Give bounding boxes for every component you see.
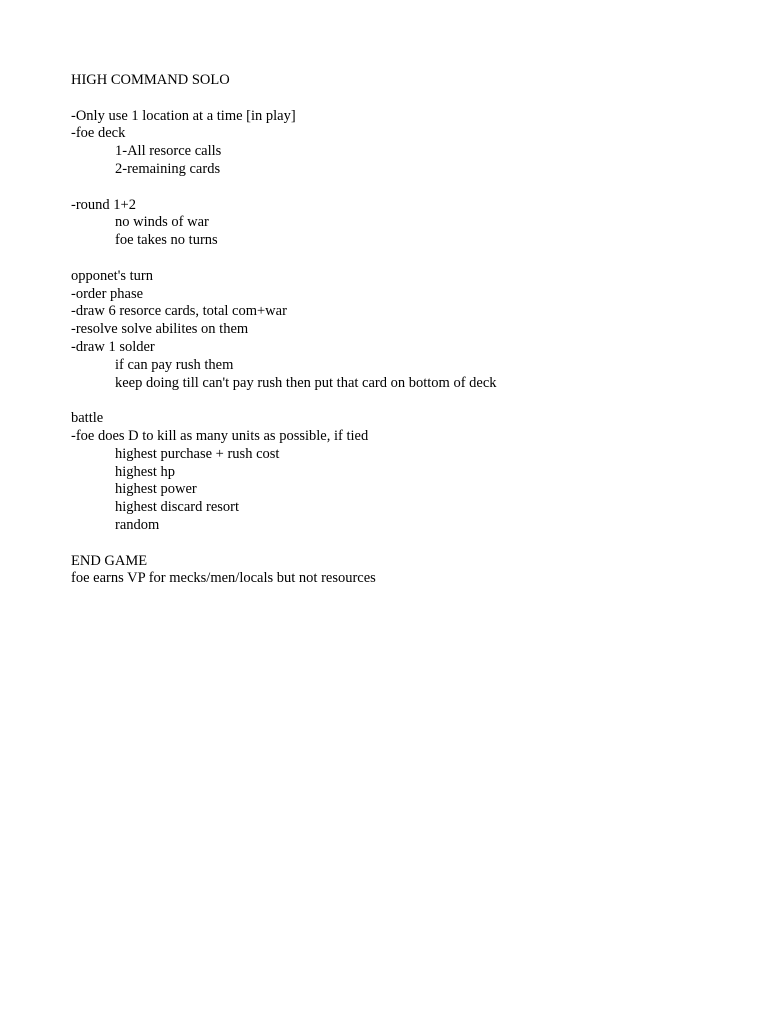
rounds-item: foe takes no turns <box>115 232 218 249</box>
document-body <box>71 72 731 588</box>
turn-step: -resolve solve abilites on them <box>71 321 249 338</box>
foe-deck-item: 1-All resorce calls <box>115 143 222 160</box>
turn-step: -draw 6 resorce cards, total com+war <box>71 303 287 320</box>
spacer <box>71 535 731 553</box>
spacer <box>71 392 731 410</box>
end-game-heading: END GAME <box>71 552 148 569</box>
battle-heading: battle <box>71 410 104 427</box>
foe-deck-item: 2-remaining cards <box>115 160 221 177</box>
rounds-heading: -round 1+2 <box>71 196 136 213</box>
tiebreaker-item: random <box>115 516 160 533</box>
turn-heading: opponet's turn <box>71 267 153 284</box>
tiebreaker-item: highest power <box>115 481 197 498</box>
end-game-text: foe earns VP for mecks/men/locals but not resources <box>71 570 376 587</box>
spacer <box>71 250 731 268</box>
spacer <box>71 90 731 108</box>
solder-item: keep doing till can't pay rush then put that card on bottom of deck <box>115 374 497 391</box>
tiebreaker-item: highest discard resort <box>115 499 240 516</box>
battle-rule: -foe does D to kill as many units as possible, if tied <box>71 427 369 444</box>
document-title: HIGH COMMAND SOLO <box>71 72 230 88</box>
turn-step: -draw 1 solder <box>71 338 155 355</box>
setup-line: -Only use 1 location at a time [in play] <box>71 107 296 124</box>
spacer <box>71 179 731 197</box>
turn-step: -order phase <box>71 285 144 302</box>
tiebreaker-item: highest hp <box>115 463 176 480</box>
solder-item: if can pay rush them <box>115 356 234 373</box>
tiebreaker-item: highest purchase + rush cost <box>115 445 280 462</box>
setup-line: -foe deck <box>71 125 126 142</box>
rounds-item: no winds of war <box>115 214 209 231</box>
